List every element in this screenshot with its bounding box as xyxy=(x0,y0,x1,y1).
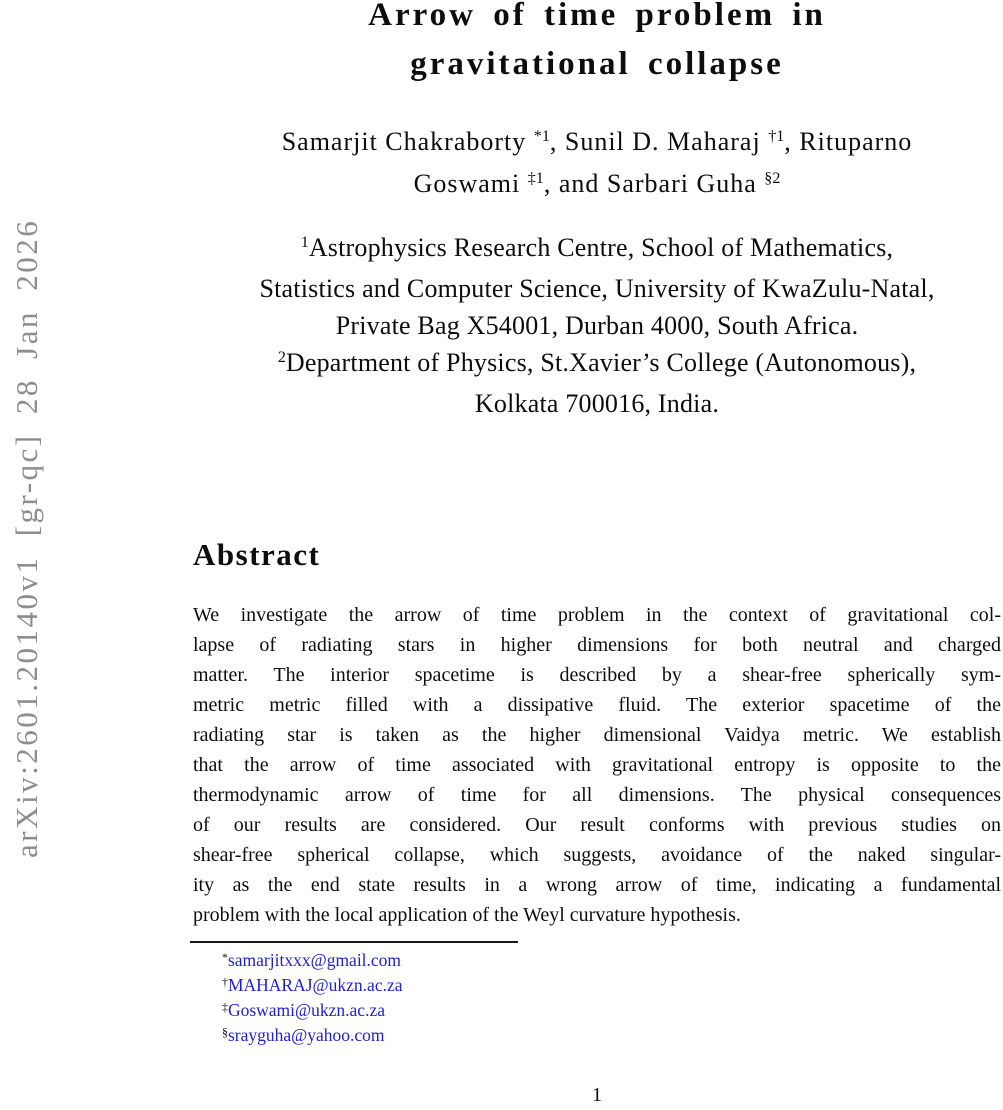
abstract-line: ity as the end state results in a wrong arrow of time, indicating a fundamental xyxy=(193,874,1001,896)
author-name: , and Sarbari Guha xyxy=(543,169,765,198)
author-footnote-mark: *1 xyxy=(533,128,550,146)
abstract-line: that the arrow of time associated with gravitational entropy is opposite to the xyxy=(193,754,1001,776)
title-line-2: gravitational collapse xyxy=(410,46,784,82)
email-link[interactable]: Goswami@ukzn.ac.za xyxy=(227,1000,385,1020)
page-title xyxy=(193,0,1001,89)
email-link[interactable]: samarjitxxx@gmail.com xyxy=(227,950,402,970)
abstract-line: thermodynamic arrow of time for all dimensions. The physical consequences xyxy=(193,784,1001,806)
affiliation-line: Statistics and Computer Science, University of KwaZulu-Natal, xyxy=(259,274,935,303)
author-footnote-mark: §2 xyxy=(764,170,781,188)
footnote-item xyxy=(193,998,1001,1023)
abstract-heading: Abstract xyxy=(193,537,321,572)
affiliation-line: Private Bag X54001, Durban 4000, South Africa. xyxy=(335,311,859,340)
abstract-line: metric metric filled with a dissipative fluid. The exterior spacetime of the xyxy=(193,694,1001,716)
abstract-line: radiating star is taken as the higher dimensional Vaidya metric. We establish xyxy=(193,724,1001,746)
abstract-paragraph xyxy=(193,600,1001,930)
author-line-2 xyxy=(193,165,1001,207)
footnote-rule xyxy=(190,941,518,943)
author-name: , Rituparno xyxy=(784,127,913,156)
abstract-line: We investigate the arrow of time problem in the context of gravitational col- xyxy=(193,604,1001,626)
affiliation-block xyxy=(193,229,1001,422)
affiliation-line: $^2$Department of Physics, St.Xavier’s College (Autonomous), xyxy=(277,348,917,377)
author-name: Goswami xyxy=(413,169,528,198)
title-line-1: Arrow of time problem in xyxy=(368,0,826,33)
footnote-symbol: * xyxy=(222,949,228,964)
author-list xyxy=(193,123,1001,207)
arxiv-stamp: arXiv:2601.20140v1 [gr-qc] 28 Jan 2026 xyxy=(9,218,44,858)
author-name: , Sunil D. Maharaj xyxy=(549,127,769,156)
email-link[interactable]: MAHARAJ@ukzn.ac.za xyxy=(227,975,403,995)
author-line-1 xyxy=(193,123,1001,165)
footnote-symbol: ‡ xyxy=(222,999,228,1014)
footnote-symbol: † xyxy=(222,974,228,989)
abstract-line: problem with the local application of the Weyl curvature hypothesis. xyxy=(193,904,741,926)
affiliation-number: 1 xyxy=(300,234,309,252)
author-footnote-mark: †1 xyxy=(768,128,785,146)
footnote-block xyxy=(193,948,1001,1048)
abstract-line: lapse of radiating stars in higher dimensions for both neutral and charged xyxy=(193,634,1001,656)
affiliation-line: $^1$Astrophysics Research Centre, School of Mathematics, xyxy=(300,233,894,262)
abstract-line: of our results are considered. Our result conforms with previous studies on xyxy=(193,814,1001,836)
footnote-item xyxy=(193,948,1001,973)
author-name: Samarjit Chakraborty xyxy=(281,127,534,156)
affiliation-line: Kolkata 700016, India. xyxy=(474,389,720,418)
footnote-symbol: § xyxy=(222,1024,228,1039)
abstract-line: shear-free spherical collapse, which suggests, avoidance of the naked singular- xyxy=(193,844,1001,866)
abstract-line: matter. The interior spacetime is described by a shear-free spherically sym- xyxy=(193,664,1001,686)
footnote-item xyxy=(193,973,1001,998)
footnote-item xyxy=(193,1023,1001,1048)
affiliation-number: 2 xyxy=(277,349,286,367)
page-number: 1 xyxy=(592,1084,602,1106)
author-footnote-mark: ‡1 xyxy=(527,170,544,188)
email-link[interactable]: srayguha@yahoo.com xyxy=(227,1025,385,1045)
